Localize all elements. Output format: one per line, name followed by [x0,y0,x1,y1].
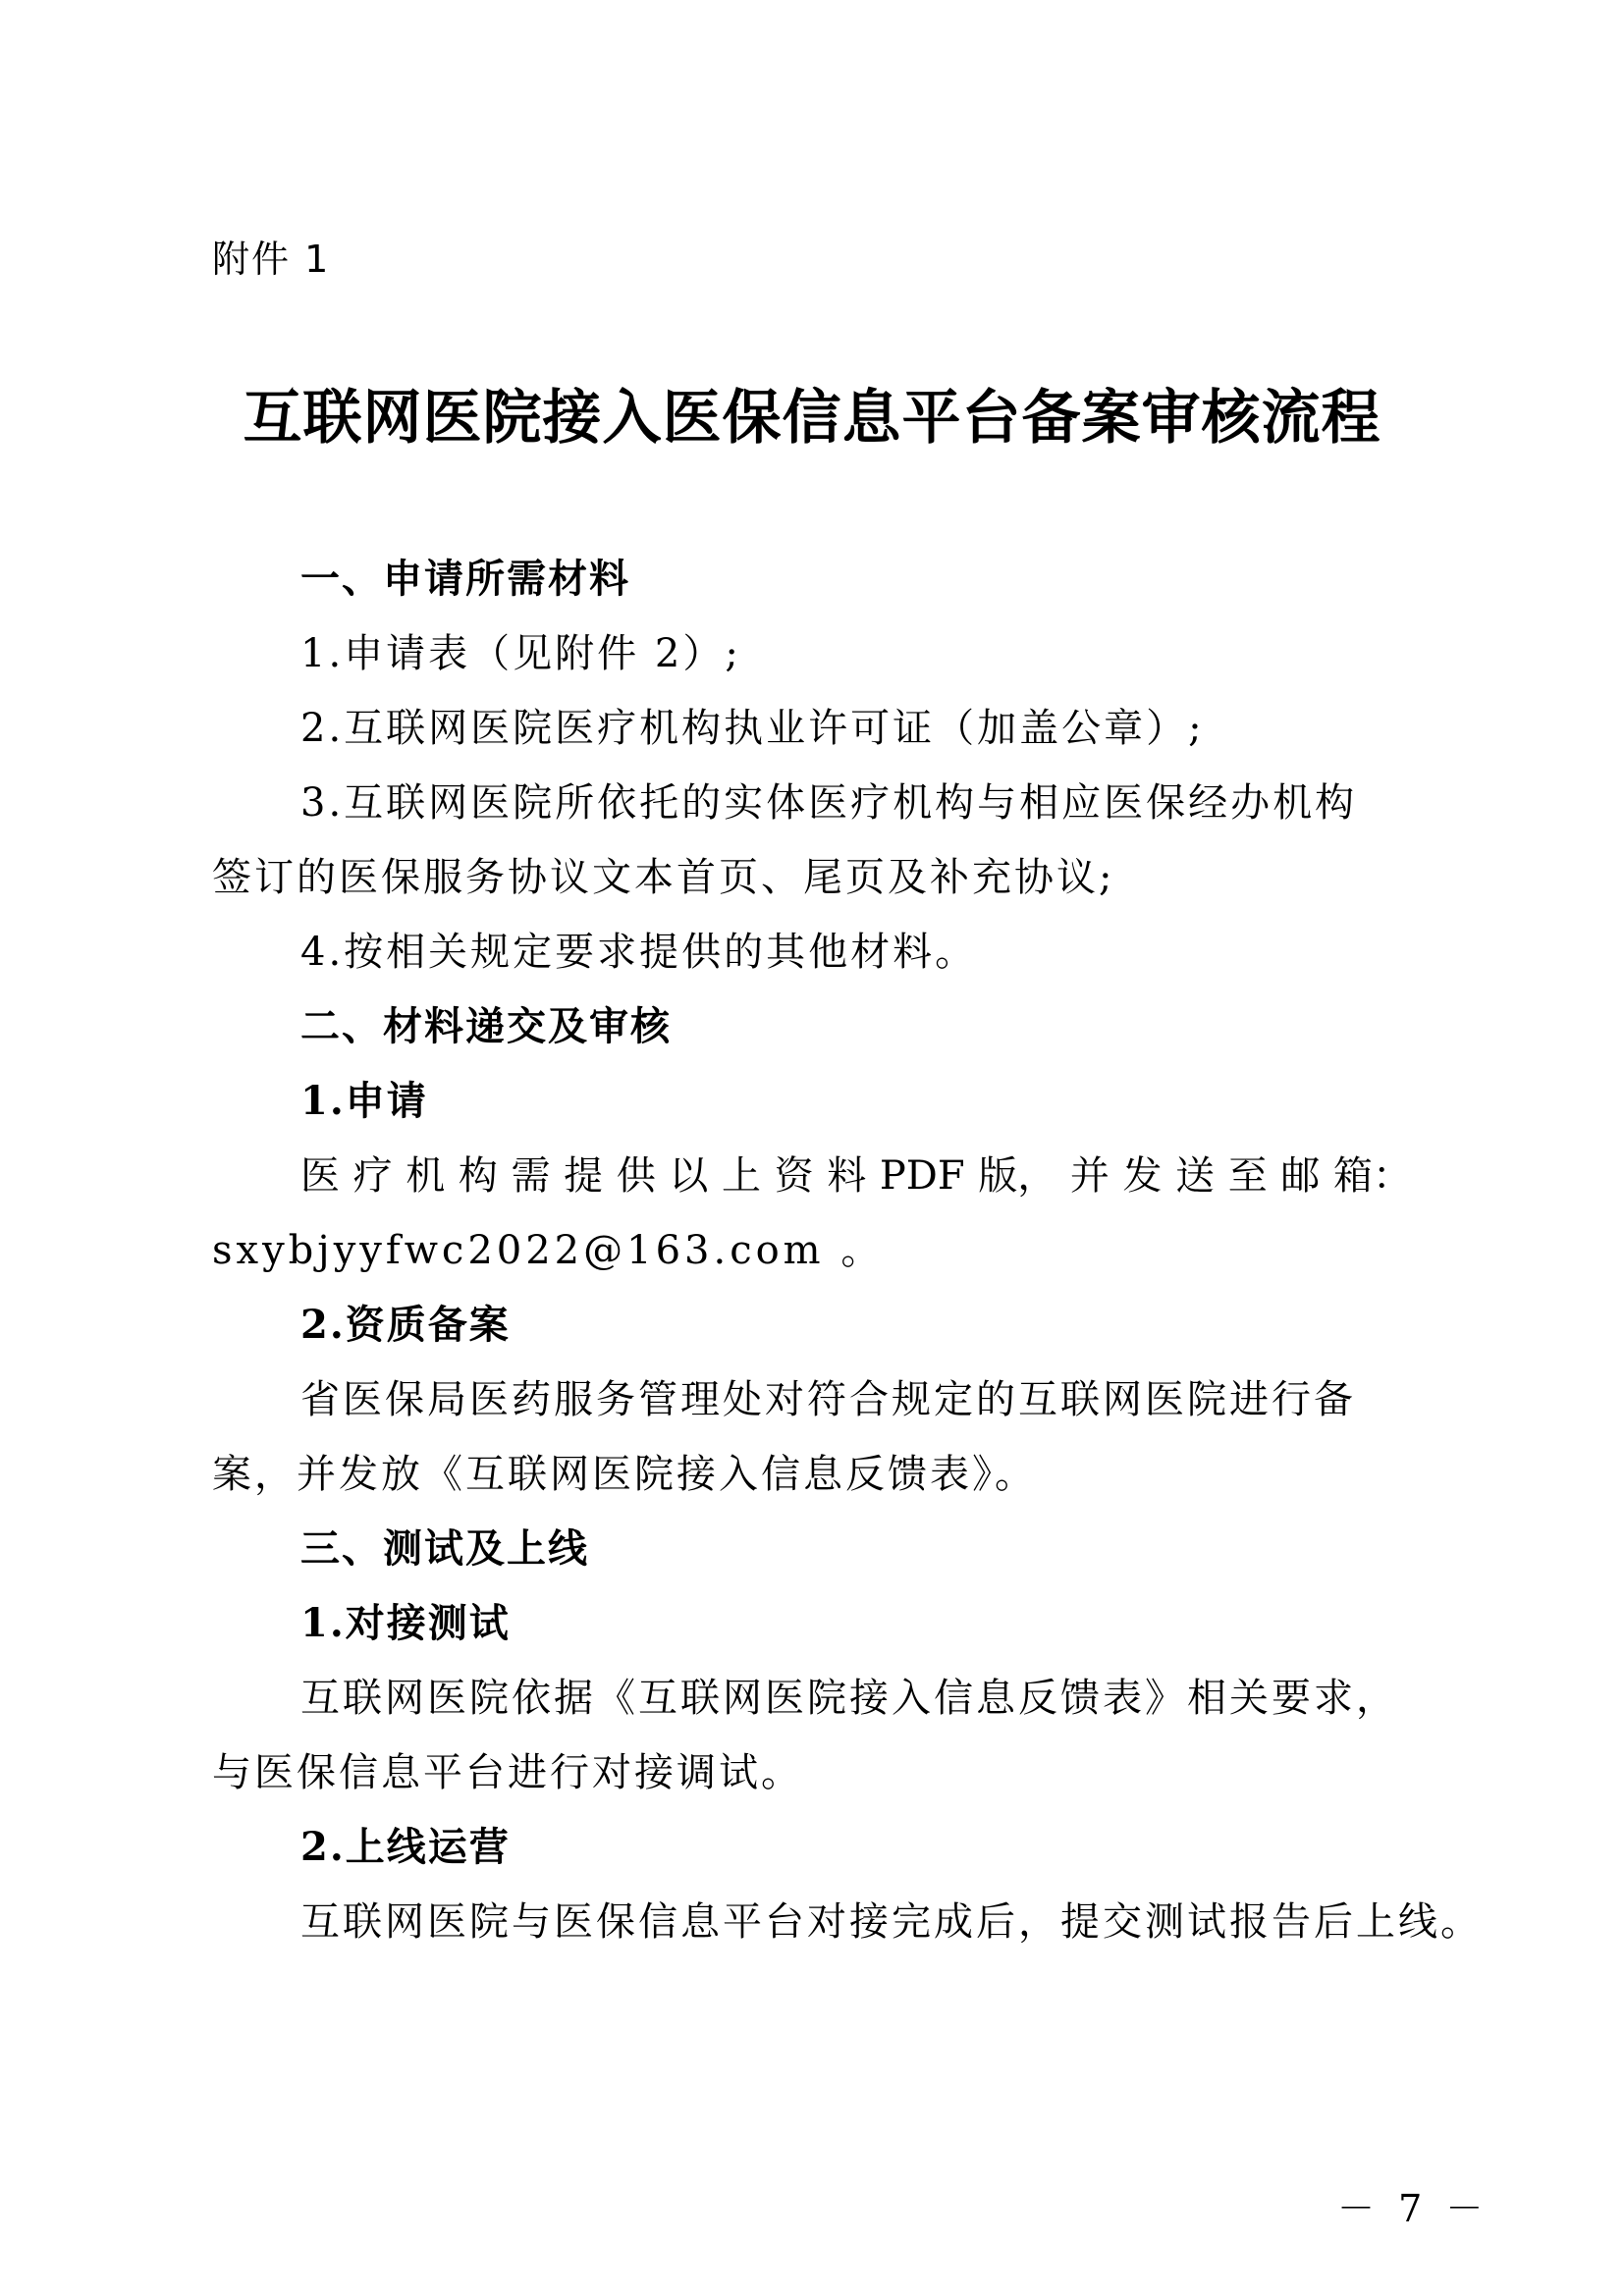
qualification-paragraph-line1: 省医保局医药服务管理处对符合规定的互联网医院进行备 [300,1377,1356,1422]
apply-char: 医 [300,1153,340,1199]
apply-char: 料 [827,1153,867,1199]
apply-char: 发 [1122,1153,1163,1199]
integration-paragraph-line1: 互联网医院依据《互联网医院接入信息反馈表》相关要求， [300,1676,1398,1721]
apply-char: 邮 [1280,1153,1321,1199]
attachment-label: 附件 1 [212,238,331,281]
apply-char: PDF [879,1153,965,1199]
apply-char: 供 [616,1153,656,1199]
email-address-line: sxybjyyfwc2022@163.com 。 [212,1228,885,1273]
qualification-paragraph-line2: 案，并发放《互联网医院接入信息反馈表》。 [212,1452,1037,1497]
section-heading-submission: 二、材料递交及审核 [300,1004,672,1049]
apply-char: 需 [511,1153,551,1199]
apply-char: 资 [774,1153,814,1199]
apply-char: 上 [722,1153,761,1199]
integration-paragraph-line2: 与医保信息平台进行对接调试。 [212,1750,803,1795]
material-item-3-line2: 签订的医保服务协议文本首页、尾页及补充协议; [212,855,1115,900]
subheading-go-live: 2.上线运营 [300,1824,511,1870]
material-item-2: 2.互联网医院医疗机构执业许可证（加盖公章）; [300,706,1205,751]
material-item-1: 1.申请表（见附件 2）; [300,631,741,676]
material-item-3-line1: 3.互联网医院所依托的实体医疗机构与相应医保经办机构 [300,780,1358,826]
apply-char: 构 [458,1153,498,1199]
apply-char: 并 [1069,1153,1110,1199]
document-title: 互联网医院接入医保信息平台备案审核流程 [243,384,1381,453]
page-number: － 7 － [1337,2187,1489,2230]
apply-char: 版， [978,1153,1057,1199]
apply-char: 疗 [352,1153,393,1199]
apply-char: 至 [1227,1153,1268,1199]
apply-char: 提 [564,1153,604,1199]
apply-char: 以 [669,1153,709,1199]
section-heading-testing: 三、测试及上线 [300,1526,589,1572]
subheading-qualification: 2.资质备案 [300,1302,511,1348]
apply-char: 箱： [1333,1153,1412,1199]
subheading-integration-test: 1.对接测试 [300,1600,511,1646]
apply-paragraph-line1 [300,1150,1412,1201]
subheading-apply: 1.申请 [300,1078,428,1124]
go-live-paragraph: 互联网医院与医保信息平台对接完成后，提交测试报告后上线。 [300,1899,1483,1945]
material-item-4: 4.按相关规定要求提供的其他材料。 [300,930,978,975]
apply-char: 送 [1175,1153,1216,1199]
apply-char: 机 [406,1153,446,1199]
section-heading-materials: 一、申请所需材料 [300,557,630,602]
